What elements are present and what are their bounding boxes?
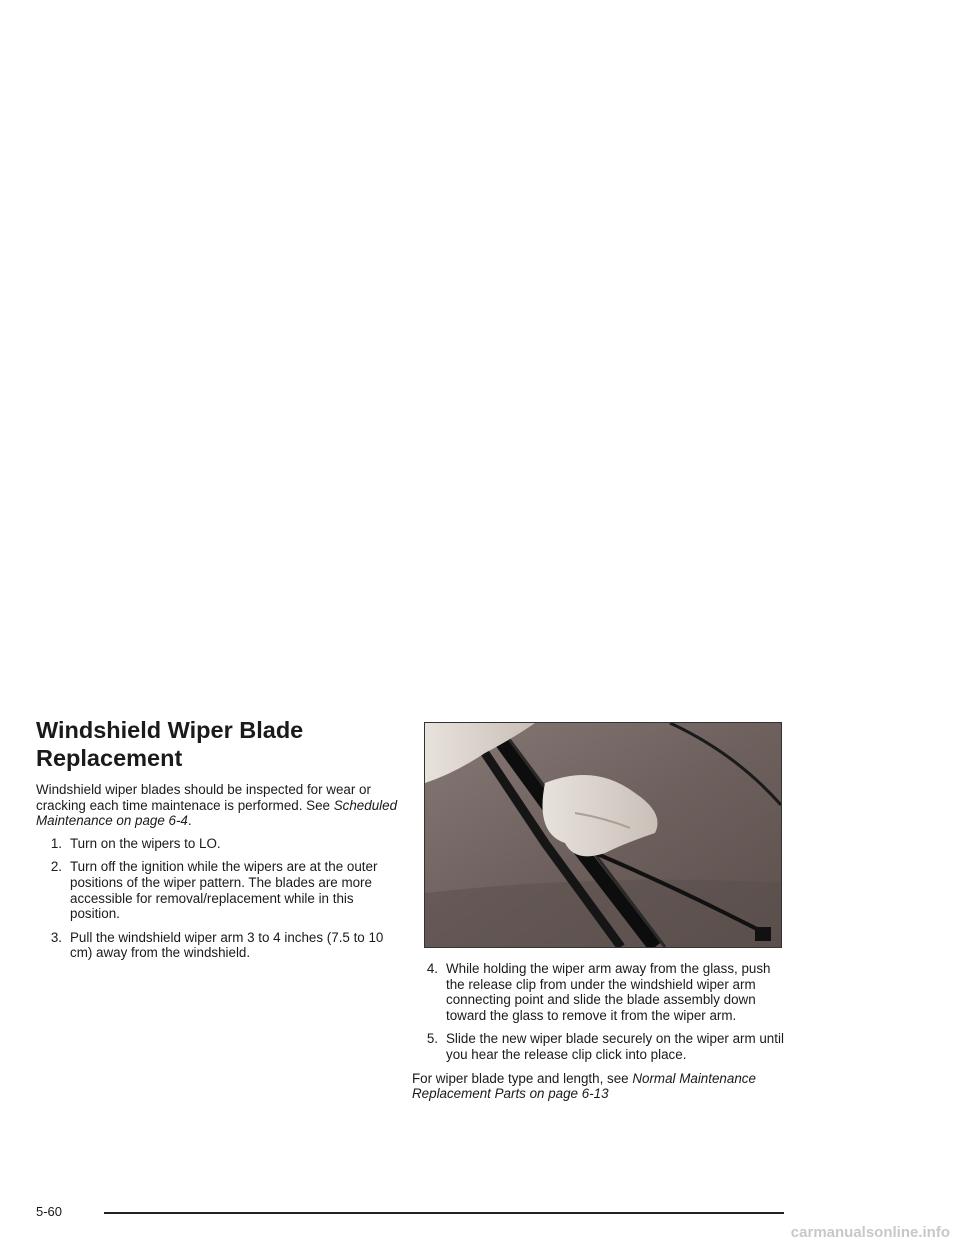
step-number: 4.	[426, 961, 438, 976]
left-column	[36, 716, 402, 969]
step-number: 5.	[426, 1031, 438, 1047]
step-text: Turn off the ignition while the wipers are at the outer positions of the wiper pattern. The blades are more accessible for removal/replacement while in this position.	[70, 859, 378, 922]
right-column	[412, 722, 784, 1109]
step-number: 3.	[50, 929, 62, 945]
scheduled-maintenance-link[interactable]: Scheduled Maintenance on page 6-4	[36, 797, 398, 829]
intro-paragraph	[36, 782, 402, 829]
footer-rule	[104, 1212, 784, 1214]
steps-list-left	[36, 836, 402, 961]
blade-clip	[755, 927, 771, 941]
step-3	[36, 930, 402, 961]
step-number: 1.	[50, 835, 62, 851]
closing-text: For wiper blade type and length, see	[412, 1070, 629, 1086]
wiper-blade-photo	[424, 722, 782, 948]
step-number: 2.	[50, 859, 62, 875]
step-text: Slide the new wiper blade securely on the wiper arm until you hear the release clip click into place.	[446, 1031, 784, 1062]
steps-list-right	[412, 961, 784, 1063]
page-footer	[36, 1202, 784, 1222]
intro-end: .	[187, 813, 192, 829]
section-heading: Windshield Wiper Blade Replacement	[36, 717, 304, 771]
watermark: carmanualsonline.info	[790, 1224, 950, 1241]
step-5	[412, 1031, 784, 1062]
step-text: Pull the windshield wiper arm 3 to 4 inches (7.5 to 10 cm) away from the windshield.	[70, 929, 384, 961]
replacement-parts-link[interactable]: Normal Maintenance Replacement Parts on page 6-13	[412, 1070, 756, 1102]
step-text: Turn on the wipers to LO.	[70, 835, 221, 851]
step-1	[36, 836, 402, 852]
step-4	[412, 961, 784, 1023]
intro-text: Windshield wiper blades should be inspected for wear or cracking each time maintenace is performed. See	[36, 782, 371, 813]
step-text: While holding the wiper arm away from the glass, push the release clip from under the windshield wiper arm connecting point and slide the blade assembly down toward the glass to remove it from the wiper arm.	[446, 961, 771, 1023]
step-2	[36, 859, 402, 921]
closing-paragraph	[412, 1071, 784, 1102]
page-number: 5-60	[36, 1204, 63, 1219]
wiper-blade-illustration	[425, 723, 781, 947]
